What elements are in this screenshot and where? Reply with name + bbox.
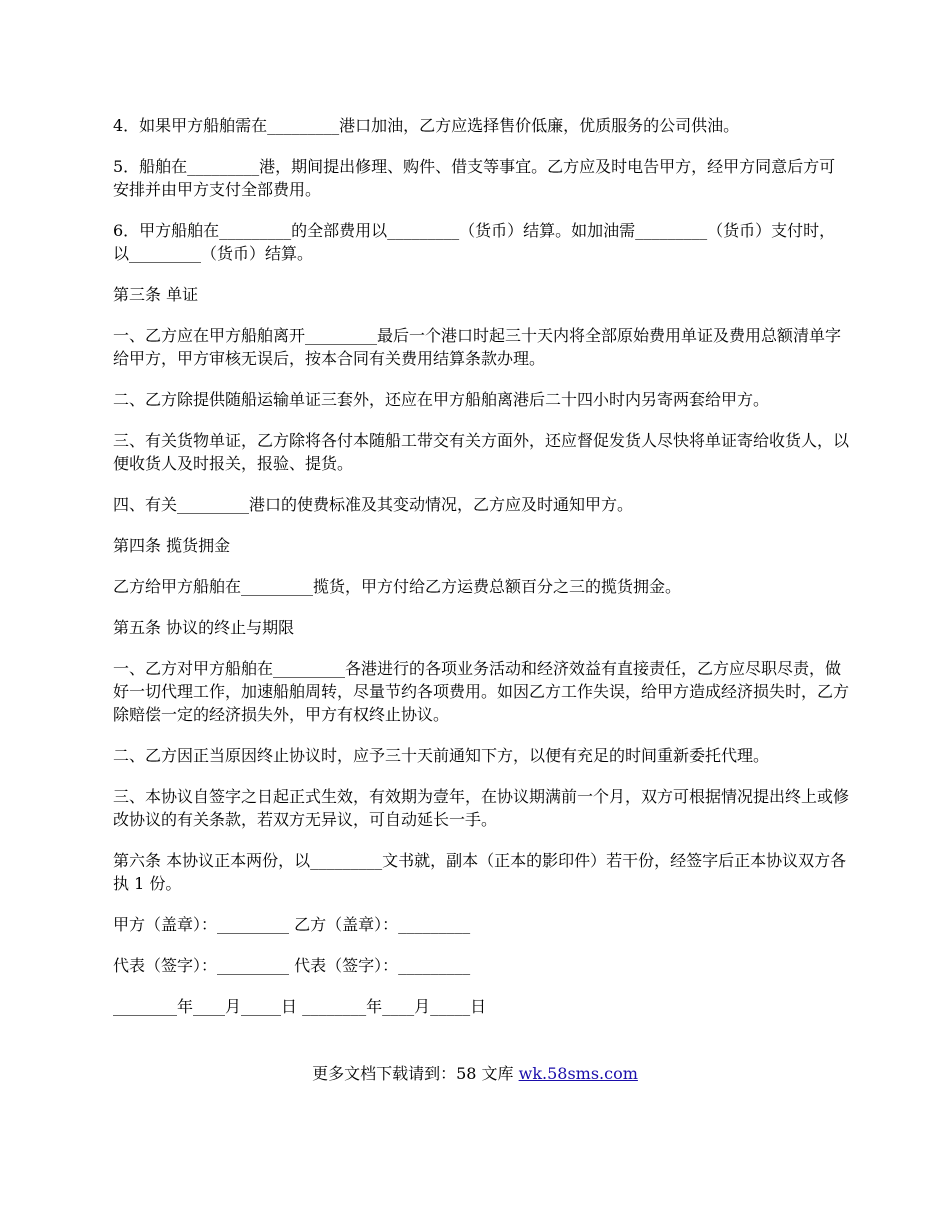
article-3-heading: 第三条 单证	[113, 285, 199, 304]
article-5-item-1: 一、乙方对甲方船舶在_________各港进行的各项业务活动和经济效益有直接责任，乙方应尽职尽责，做好一切代理工作，加速船舶周转，尽量节约各项费用。如因乙方工作失误，给甲方造成经济损失时，乙方除赔偿一定的经济损失外，甲方有权终止协议。	[113, 659, 850, 724]
article-4-heading: 第四条 揽货拥金	[113, 536, 231, 555]
article-3-item-4: 四、有关_________港口的使费标准及其变动情况，乙方应及时通知甲方。	[113, 495, 634, 514]
date-line: ________年____月_____日 ________年____月_____日	[113, 997, 487, 1016]
seal-line: 甲方（盖章）：_________ 乙方（盖章）：_________	[113, 915, 471, 934]
article-4-body: 乙方给甲方船舶在_________揽货，甲方付给乙方运费总额百分之三的揽货拥金。	[113, 577, 682, 596]
article-3-item-3: 三、有关货物单证，乙方除将各付本随船工带交有关方面外，还应督促发货人尽快将单证寄给收货人，以便收货人及时报关，报验、提货。	[113, 431, 850, 473]
article-6: 第六条 本协议正本两份，以_________文书就，副本（正本的影印件）若干份，经签字后正本协议双方各执 1 份。	[113, 851, 847, 893]
article-5-item-2: 二、乙方因正当原因终止协议时，应予三十天前通知下方，以便有充足的时间重新委托代理。	[113, 746, 770, 765]
article-3-item-1: 一、乙方应在甲方船舶离开_________最后一个港口时起三十天内将全部原始费用单证及费用总额清单字给甲方，甲方审核无误后，按本合同有关费用结算条款办理。	[113, 326, 842, 368]
article-5-item-3: 三、本协议自签字之日起正式生效，有效期为壹年，在协议期满前一个月，双方可根据情况提出终上或修改协议的有关条款，若双方无异议，可自动延长一手。	[113, 787, 850, 829]
article-3-item-2: 二、乙方除提供随船运输单证三套外，还应在甲方船舶离港后二十四小时内另寄两套给甲方。	[113, 390, 770, 409]
clause-5-repairs: 5．船舶在_________港，期间提出修理、购件、借支等事宜。乙方应及时电告甲方，经甲方同意后方可安排并由甲方支付全部费用。	[113, 157, 836, 199]
article-5-heading: 第五条 协议的终止与期限	[113, 618, 295, 637]
download-footer	[0, 1062, 950, 1085]
clause-6-settlement: 6．甲方船舶在_________的全部费用以_________（货币）结算。如加油需_________（货币）支付时，以_________（货币）结算。	[113, 221, 836, 263]
clause-4-refuel: 4．如果甲方船舶需在_________港口加油，乙方应选择售价低廉，优质服务的公司供油。	[113, 116, 740, 135]
footer-link[interactable]: wk.58sms.com	[518, 1064, 638, 1083]
signature-line: 代表（签字）：_________ 代表（签字）：_________	[113, 956, 471, 975]
document-body	[113, 114, 851, 1036]
footer-text: 更多文档下载请到：58 文库	[312, 1064, 519, 1083]
